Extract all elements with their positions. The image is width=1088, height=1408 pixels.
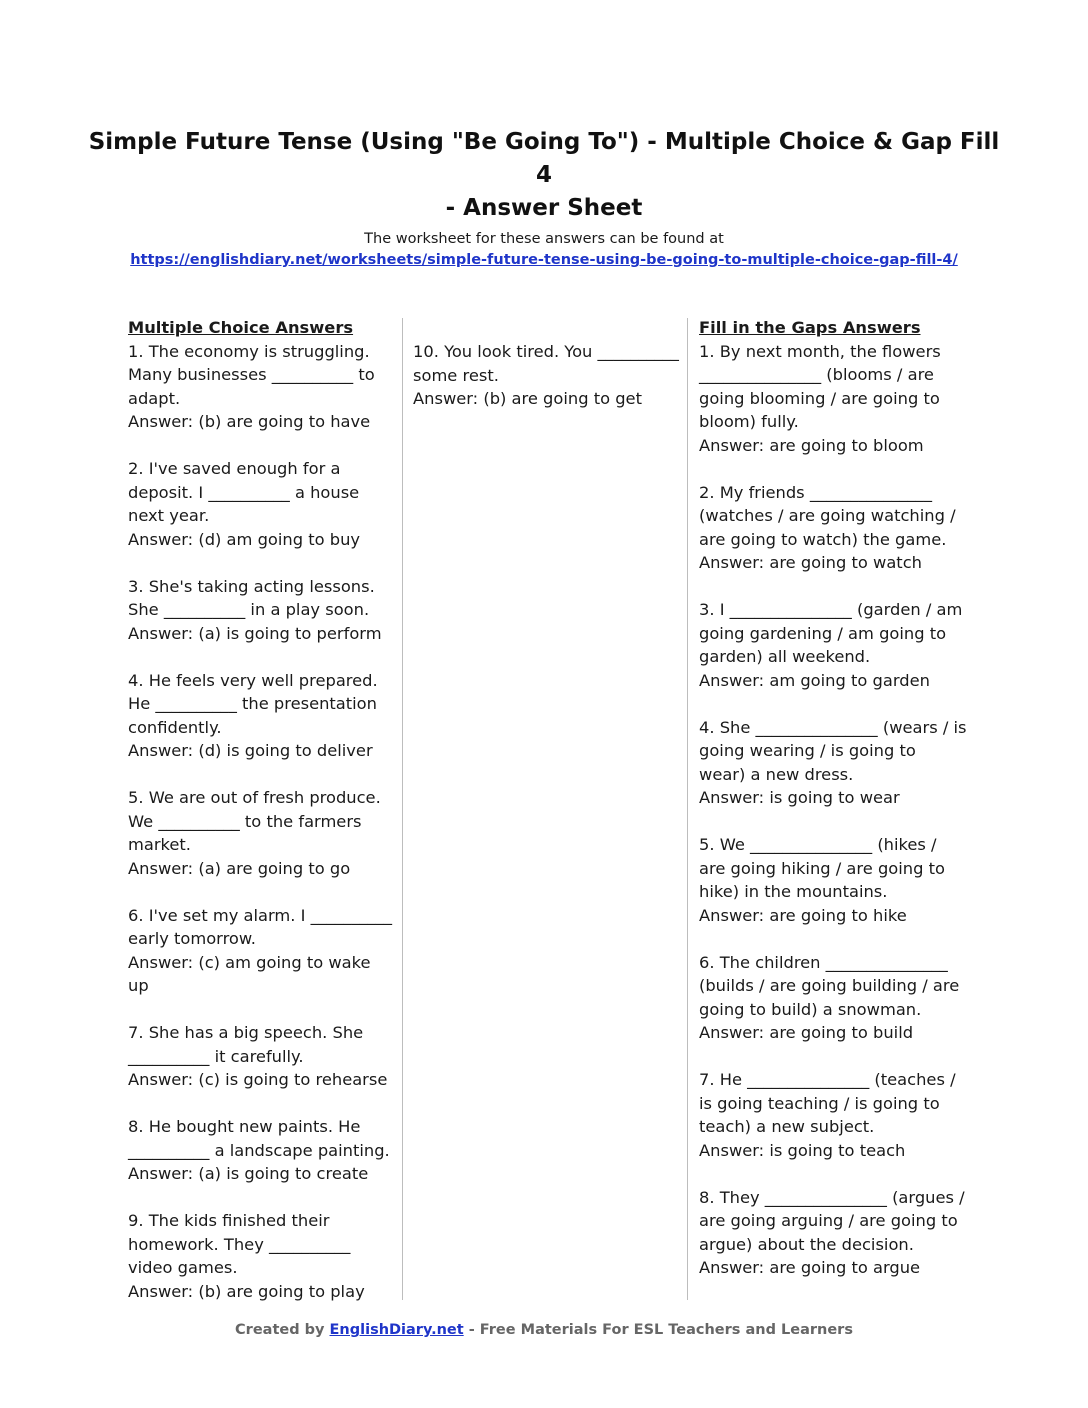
mc-question: 4. He feels very well prepared. He __________ the presentation confidently. — [128, 670, 378, 737]
multiple-choice-column-1 — [128, 316, 396, 1327]
mc-item — [128, 575, 396, 646]
multiple-choice-heading: Multiple Choice Answers — [128, 318, 354, 337]
page-title-line-1: Simple Future Tense (Using "Be Going To") - Multiple Choice & Gap Fill — [88, 129, 1000, 155]
mc-question: 7. She has a big speech. She __________ it carefully. — [128, 1023, 364, 1066]
page-title-line-3: - Answer Sheet — [445, 195, 643, 221]
mc-question: 5. We are out of fresh produce. We __________ to the farmers market. — [128, 788, 381, 854]
multiple-choice-column-2 — [413, 340, 681, 434]
gap-question: 5. We _______________ (hikes / are going hiking / are going to hike) in the mountains. — [699, 835, 945, 901]
mc-question: 2. I've saved enough for a deposit. I __________ a house next year. — [128, 459, 360, 525]
mc-answer: Answer: (a) is going to create — [128, 1164, 369, 1183]
mc-item — [128, 340, 396, 434]
mc-question: 9. The kids finished their homework. They __________ video games. — [128, 1211, 351, 1277]
gap-item — [699, 598, 967, 692]
mc-answer: Answer: (d) am going to buy — [128, 529, 361, 549]
gap-answer: Answer: am going to garden — [699, 670, 930, 690]
gap-item — [699, 1186, 967, 1280]
page-footer — [0, 1322, 1088, 1338]
mc-question: 1. The economy is struggling. Many businesses __________ to adapt. — [128, 341, 375, 408]
gap-question: 6. The children _______________ (builds / are going building / are going to build) a snowman. — [699, 952, 960, 1019]
mc-answer: Answer: (a) are going to go — [128, 858, 351, 878]
gap-item — [699, 951, 967, 1045]
mc-item — [413, 340, 681, 411]
gap-answer: Answer: are going to argue — [699, 1258, 921, 1277]
gap-question: 8. They _______________ (argues / are going arguing / are going to argue) about the decision. — [699, 1187, 965, 1254]
gap-answer: Answer: are going to hike — [699, 905, 907, 925]
subtitle: The worksheet for these answers can be found at — [364, 231, 724, 247]
page-header — [0, 126, 1088, 270]
gap-answer: Answer: are going to bloom — [699, 435, 924, 455]
gap-item — [699, 716, 967, 810]
gap-answer: Answer: are going to watch — [699, 553, 922, 572]
mc-item — [128, 1209, 396, 1303]
mc-answer: Answer: (b) are going to play — [128, 1281, 365, 1301]
gap-question: 2. My friends _______________ (watches / are going watching / are going to watch) the game. — [699, 482, 956, 549]
mc-answer: Answer: (c) am going to wake up — [128, 952, 371, 995]
gap-question: 7. He _______________ (teaches / is going teaching / is going to teach) a new subject. — [699, 1070, 956, 1136]
page-title-line-2: 4 — [535, 162, 552, 188]
column-divider-1 — [402, 318, 403, 1300]
gap-question: 1. By next month, the flowers _______________ (blooms / are going blooming / are going to bloom) fully. — [699, 341, 941, 431]
gap-item — [699, 340, 967, 458]
mc-question: 8. He bought new paints. He __________ a landscape painting. — [128, 1117, 390, 1160]
gap-item — [699, 481, 967, 575]
mc-answer: Answer: (c) is going to rehearse — [128, 1070, 388, 1089]
footer-suffix: - Free Materials For ESL Teachers and Learners — [463, 1322, 853, 1338]
answer-columns — [0, 316, 1088, 1301]
gap-answer: Answer: is going to wear — [699, 788, 900, 807]
mc-item — [128, 1115, 396, 1186]
mc-item — [128, 457, 396, 551]
mc-answer: Answer: (a) is going to perform — [128, 623, 382, 643]
mc-answer: Answer: (d) is going to deliver — [128, 741, 373, 760]
mc-question: 6. I've set my alarm. I __________ early tomorrow. — [128, 905, 393, 948]
mc-item — [128, 1021, 396, 1092]
fill-gaps-heading: Fill in the Gaps Answers — [699, 318, 921, 337]
column-divider-2 — [687, 318, 688, 1300]
mc-answer: Answer: (b) are going to get — [413, 389, 642, 408]
footer-link[interactable]: EnglishDiary.net — [329, 1322, 464, 1338]
gap-item — [699, 1068, 967, 1162]
mc-question: 3. She's taking acting lessons. She __________ in a play soon. — [128, 576, 375, 619]
gap-question: 4. She _______________ (wears / is going wearing / is going to wear) a new dress. — [699, 717, 967, 784]
gap-answer: Answer: is going to teach — [699, 1140, 906, 1160]
mc-item — [128, 904, 396, 998]
gap-question: 3. I _______________ (garden / am going gardening / am going to garden) all weekend. — [699, 600, 963, 666]
footer-prefix: Created by — [235, 1322, 330, 1338]
worksheet-link[interactable]: https://englishdiary.net/worksheets/simple-future-tense-using-be-going-to-multiple-choice-gap-fill-4/ — [130, 252, 958, 268]
mc-answer: Answer: (b) are going to have — [128, 412, 371, 431]
gap-answer: Answer: are going to build — [699, 1023, 914, 1042]
mc-question: 10. You look tired. You __________ some rest. — [413, 342, 679, 385]
fill-gaps-column — [699, 316, 967, 1303]
mc-item — [128, 786, 396, 880]
gap-item — [699, 833, 967, 927]
mc-item — [128, 669, 396, 763]
